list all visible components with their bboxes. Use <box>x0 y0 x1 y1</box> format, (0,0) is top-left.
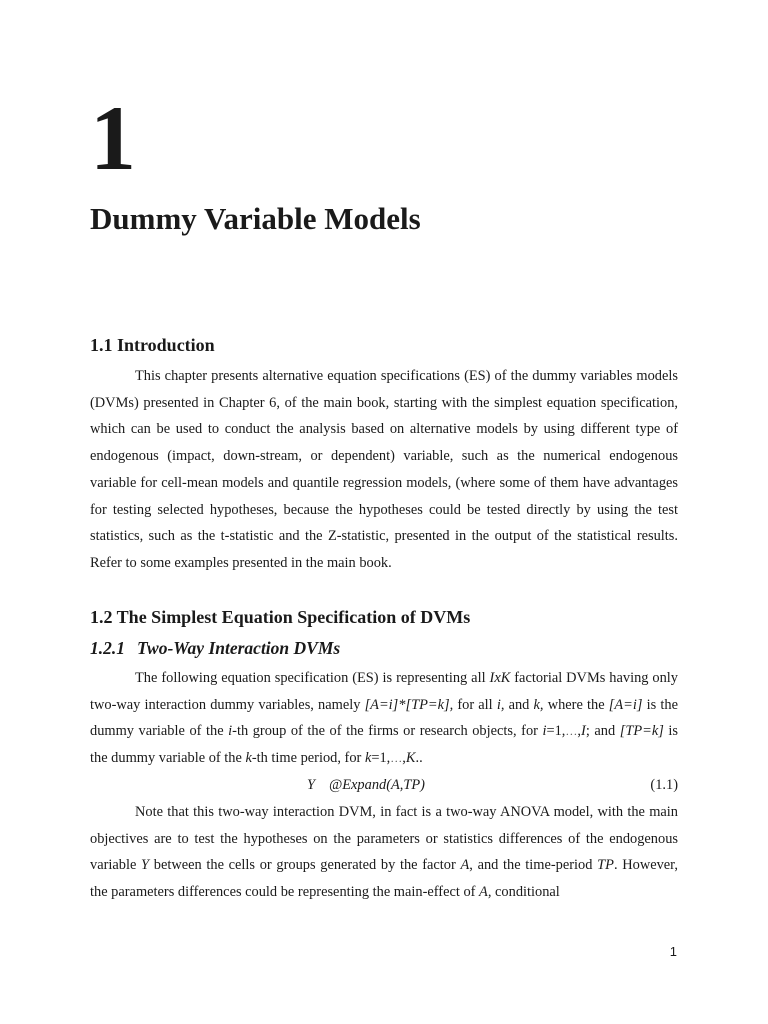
text-run: conditional <box>491 884 560 901</box>
text-run: -th time period, for <box>251 750 365 767</box>
math-tp: TP <box>597 857 614 874</box>
math-a-equals-i: [A=i] <box>608 696 643 713</box>
text-run: .. <box>415 750 423 767</box>
text-run: and <box>504 696 534 713</box>
math-capital-k: K <box>405 750 416 767</box>
equation-1-1 <box>90 772 678 798</box>
math-y: Y <box>141 857 150 874</box>
text-run: ; and <box>585 723 620 740</box>
text-run: The following equation specification (ES) is representing all <box>135 670 490 686</box>
equation-body <box>307 772 425 798</box>
anova-paragraph <box>90 799 678 906</box>
math-i: i <box>228 723 233 740</box>
text-run: , and the time-period <box>469 857 598 874</box>
math-k: k, <box>533 696 544 713</box>
text-run: , <box>402 750 406 767</box>
math-interaction-term: [A=i]*[TP=k], <box>364 696 454 713</box>
text-run: =1, <box>371 750 391 767</box>
math-tp-equals-k: [TP=k] <box>619 723 664 740</box>
subsection-title: Two-Way Interaction DVMs <box>137 638 341 658</box>
equation-rhs: @Expand(A,TP) <box>329 777 425 793</box>
ellipsis: … <box>565 724 578 739</box>
math-a: A <box>460 857 470 874</box>
ellipsis: … <box>390 751 403 766</box>
chapter-number: 1 <box>90 87 136 189</box>
math-ixk: IxK <box>489 670 511 686</box>
math-capital-i: I <box>581 723 586 740</box>
section-heading-simplest-es: 1.2 The Simplest Equation Specification of DVMs <box>90 607 471 627</box>
intro-paragraph: This chapter presents alternative equation specifications (ES) of the dummy variables models (DVMs) presented in Chapter 6, of the main book, starting with the simplest equation specification, which can be used to conduct the analysis based on alternative models by using different type of endogenous (impact, down-stream, or dependent) variable, such as the numerical endogenous variable for cell-mean models and quantile regression models, (where some of them have advantages for testing selected hypotheses, because the hypotheses could be tested directly by using the test statistics, such as the t-statistic and the Z-statistic, presented in the output of the statistical results. Refer to some examples presented in the main book. <box>90 368 678 571</box>
equation-number: (1.1) <box>650 777 678 793</box>
text-run: . However, the parameters differences could be representing the main-effect of <box>90 857 678 901</box>
text-run: -th group of the of the firms or research objects, for <box>232 723 543 740</box>
text-run: Note that this two-way interaction DVM, in fact is a two-way ANOVA model, with the main objectives are to test the hypotheses on the parameters or statistics differences of the endogenous variable <box>90 804 678 874</box>
math-k: k <box>364 750 372 767</box>
text-run: factorial DVMs having only two-way interaction dummy variables, namely <box>90 670 678 713</box>
section-heading-introduction: 1.1 Introduction <box>90 335 215 355</box>
text-run: , <box>577 723 582 740</box>
equation-lhs: Y <box>307 777 316 793</box>
math-i: i, <box>496 696 505 713</box>
text-run: =1, <box>546 723 566 740</box>
page-number: 1 <box>669 944 677 959</box>
text-run: is the dummy variable of the <box>90 696 678 740</box>
math-i: i <box>542 723 547 740</box>
math-k: k <box>245 750 252 767</box>
text-run: is the dummy variable of the <box>90 723 678 767</box>
text-run: for all <box>453 696 497 713</box>
subsection-number: 1.2.1 <box>90 638 125 658</box>
math-a: A, <box>479 884 492 901</box>
two-way-paragraph <box>90 665 678 772</box>
text-run: where the <box>543 696 609 713</box>
chapter-title: Dummy Variable Models <box>90 201 421 236</box>
subsection-heading-two-way <box>90 638 340 659</box>
text-run: between the cells or groups generated by the factor <box>149 857 461 874</box>
